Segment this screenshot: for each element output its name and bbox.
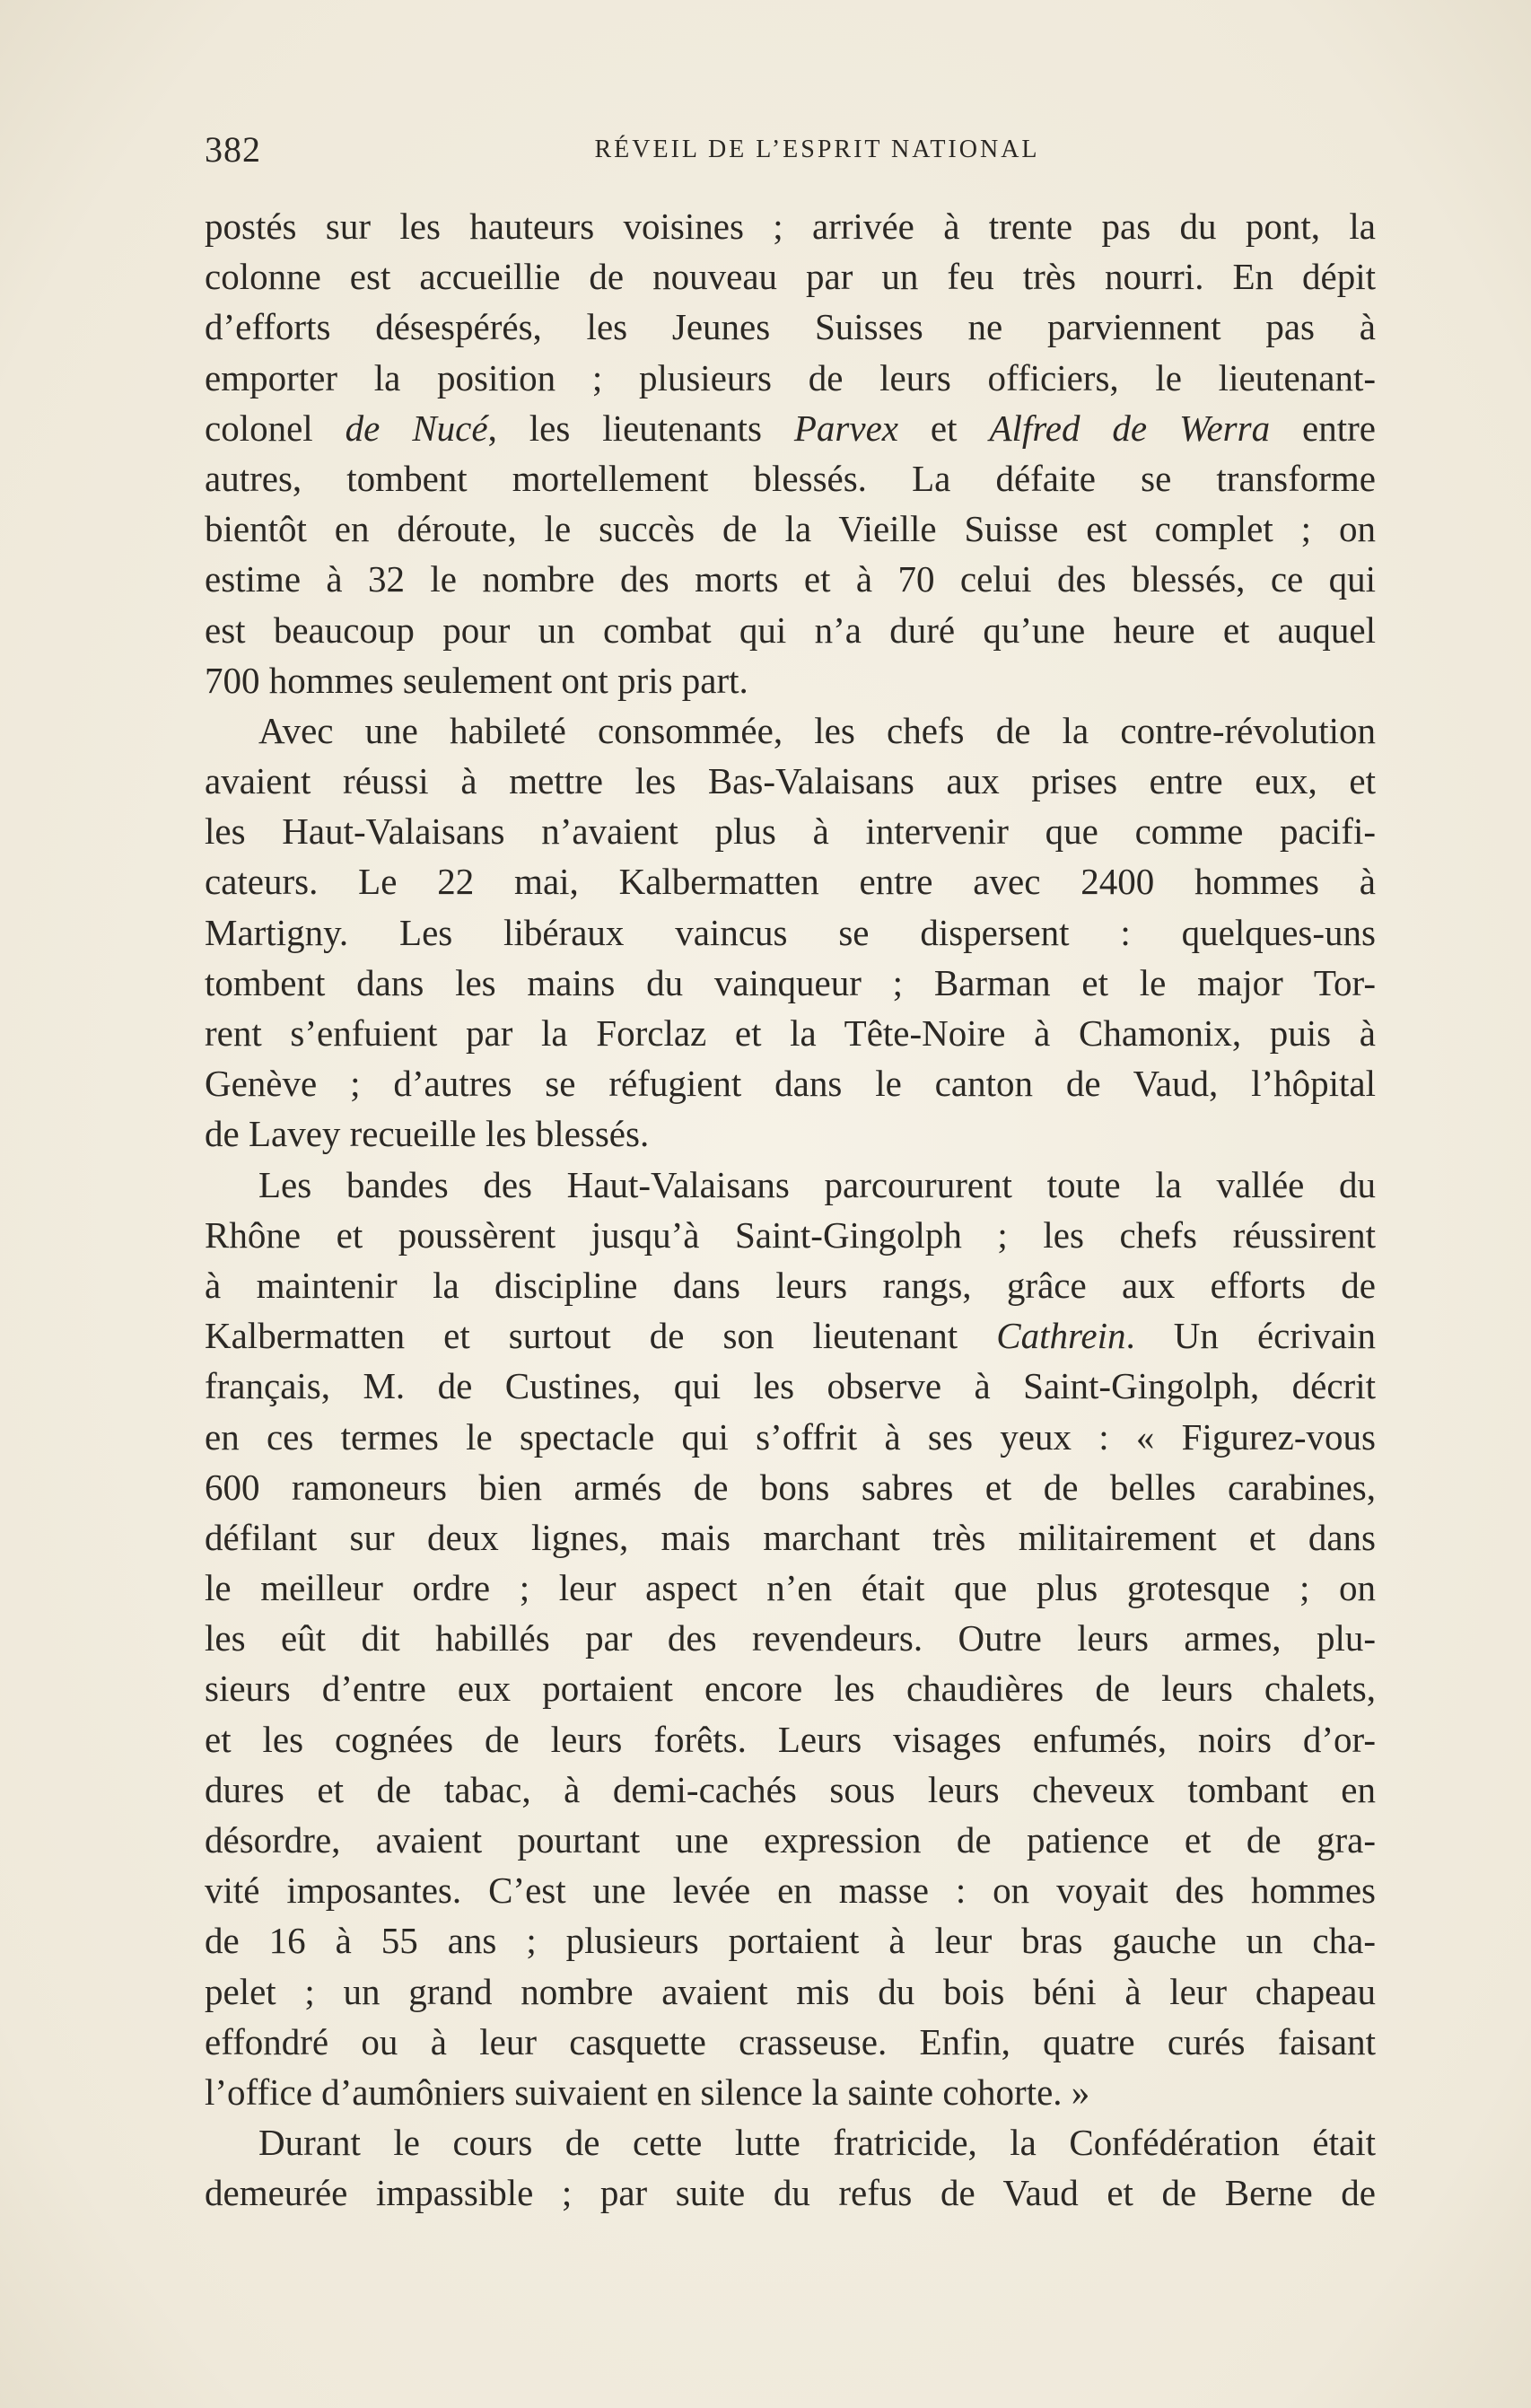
italic-name: de Nucé	[345, 407, 488, 449]
page-number: 382	[205, 129, 261, 170]
text-line: français, M. de Custines, qui les observe à Saint-Gingolph, décrit	[205, 1365, 1376, 1407]
text-line: l’office d’aumôniers suivaient en silence la sainte cohorte. »	[205, 2071, 1090, 2113]
text-line: défilant sur deux lignes, mais marchant très militairement et dans	[205, 1516, 1376, 1558]
text-line: à maintenir la discipline dans leurs rangs, grâce aux efforts de	[205, 1264, 1376, 1306]
text-line: en ces termes le spectacle qui s’offrit à ses yeux : « Figurez-vous	[205, 1415, 1376, 1458]
text-line: 600 ramoneurs bien armés de bons sabres et de belles carabines,	[205, 1466, 1376, 1508]
text-run: et	[897, 407, 990, 449]
text-run: Kalbermatten et surtout de son lieutenant	[205, 1315, 997, 1357]
text-line: Les bandes des Haut-Valaisans parcoururent toute la vallée du	[258, 1163, 1376, 1205]
text-run: , les lieutenants	[487, 407, 794, 449]
text-line: rent s’enfuient par la Forclaz et la Tête-Noire à Chamonix, puis à	[205, 1012, 1376, 1054]
text-line: emporter la position ; plusieurs de leurs officiers, le lieutenant-	[205, 356, 1376, 398]
text-line: Rhône et poussèrent jusqu’à Saint-Gingolph ; les chefs réussirent	[205, 1213, 1376, 1256]
text-line: Genève ; d’autres se réfugient dans le canton de Vaud, l’hôpital	[205, 1063, 1376, 1105]
text-line: pelet ; un grand nombre avaient mis du bois béni à leur chapeau	[205, 1970, 1376, 2012]
page-header	[205, 128, 1376, 173]
text-line: d’efforts désespérés, les Jeunes Suisses ne parviennent pas à	[205, 306, 1376, 348]
text-line: dures et de tabac, à demi-cachés sous leurs cheveux tombant en	[205, 1768, 1376, 1810]
text-run: . Un écrivain	[1125, 1315, 1376, 1357]
text-line: estime à 32 le nombre des morts et à 70 celui des blessés, ce qui	[205, 558, 1376, 600]
italic-name: Parvex	[793, 407, 898, 449]
text-line: autres, tombent mortellement blessés. La défaite se transforme	[205, 457, 1376, 499]
text-line: tombent dans les mains du vainqueur ; Barman et le major Tor-	[205, 961, 1376, 1003]
text-line: les Haut-Valaisans n’avaient plus à intervenir que comme pacifi-	[205, 810, 1376, 853]
text-line: est beaucoup pour un combat qui n’a duré qu’une heure et auquel	[205, 609, 1376, 651]
text-line: le meilleur ordre ; leur aspect n’en était que plus grotesque ; on	[205, 1567, 1376, 1609]
text-run: colonel	[205, 407, 346, 449]
text-line	[205, 1310, 1376, 1361]
italic-name: Alfred de Werra	[989, 407, 1271, 449]
text-line: postés sur les hauteurs voisines ; arrivée à trente pas du pont, la	[205, 206, 1376, 247]
text-line: vité imposantes. C’est une levée en masse : on voyait des hommes	[205, 1869, 1376, 1912]
text-line: les eût dit habillés par des revendeurs. Outre leurs armes, plu-	[205, 1617, 1376, 1659]
text-line: Durant le cours de cette lutte fratricide, la Confédération était	[258, 2122, 1376, 2164]
text-line: demeurée impassible ; par suite du refus de Vaud et de Berne de	[205, 2172, 1376, 2214]
text-line: effondré ou à leur casquette crasseuse. Enfin, quatre curés faisant	[205, 2020, 1376, 2062]
body-text	[205, 201, 1376, 2219]
text-line: 700 hommes seulement ont pris part.	[205, 659, 748, 701]
text-line: avaient réussi à mettre les Bas-Valaisans aux prises entre eux, et	[205, 760, 1376, 802]
text-line: colonne est accueillie de nouveau par un feu très nourri. En dépit	[205, 256, 1376, 298]
text-line	[205, 403, 1376, 453]
text-line: sieurs d’entre eux portaient encore les chaudières de leurs chalets,	[205, 1668, 1376, 1710]
text-line: désordre, avaient pourtant une expression de patience et de gra-	[205, 1819, 1376, 1861]
text-line: bientôt en déroute, le succès de la Vieille Suisse est complet ; on	[205, 508, 1376, 550]
text-line: cateurs. Le 22 mai, Kalbermatten entre avec 2400 hommes à	[205, 861, 1376, 903]
text-run: entre	[1270, 407, 1376, 449]
text-line: Martigny. Les libéraux vaincus se dispersent : quelques-uns	[205, 911, 1376, 953]
text-line: de 16 à 55 ans ; plusieurs portaient à leur bras gauche un cha-	[205, 1920, 1376, 1962]
running-title: RÉVEIL DE L’ESPRIT NATIONAL	[594, 136, 1040, 163]
italic-name: Cathrein	[996, 1315, 1126, 1357]
text-line: Avec une habileté consommée, les chefs de la contre-révolution	[258, 709, 1376, 751]
text-line: de Lavey recueille les blessés.	[205, 1113, 650, 1155]
text-line: et les cognées de leurs forêts. Leurs visages enfumés, noirs d’or-	[205, 1718, 1376, 1760]
